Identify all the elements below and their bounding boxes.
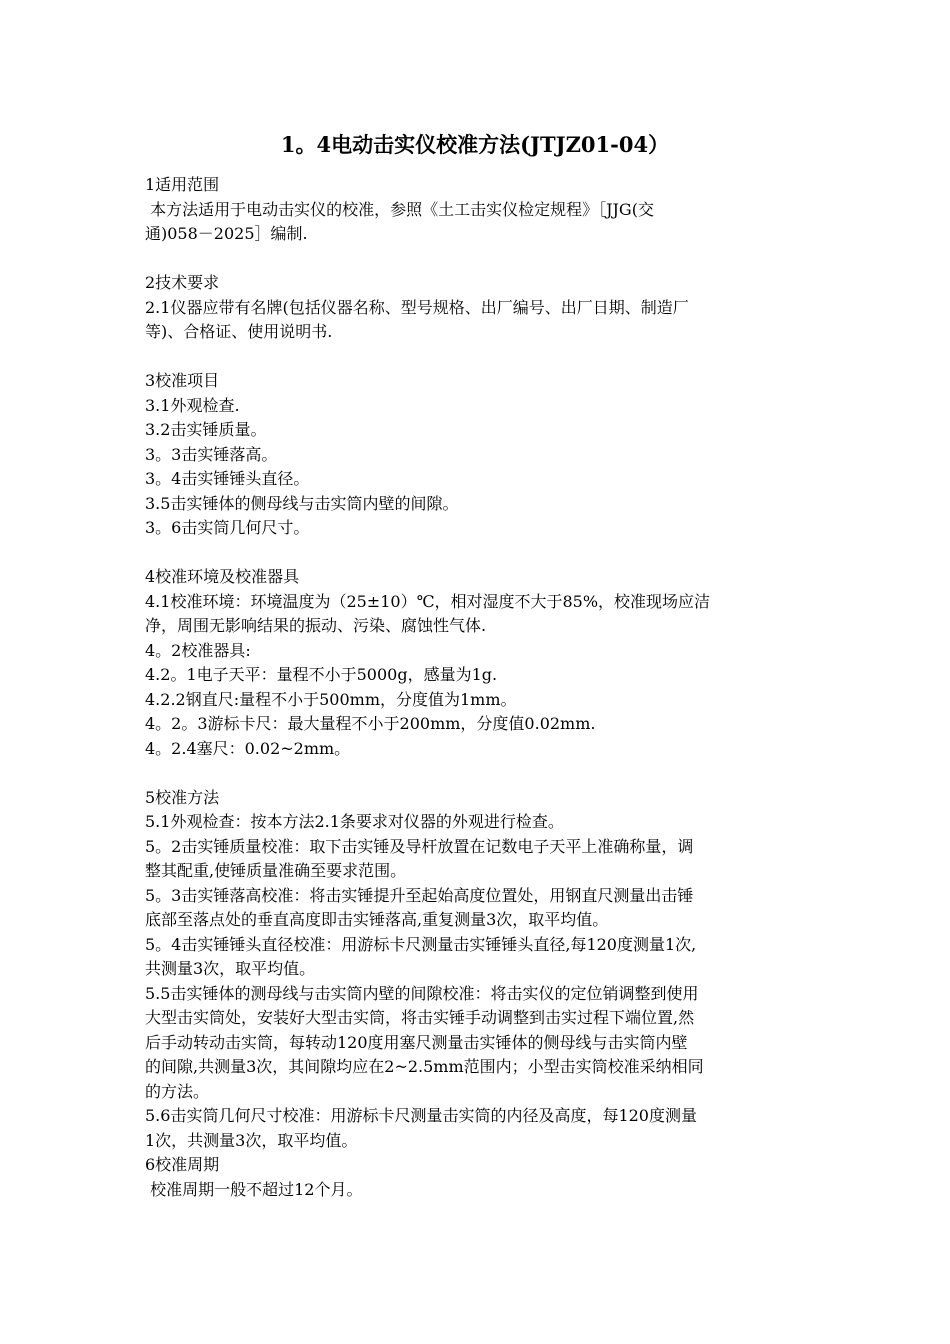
- blank-line: [145, 761, 810, 786]
- paragraph-line: 5.1外观检查：按本方法2.1条要求对仪器的外观进行检查。: [145, 812, 564, 831]
- paragraph-line: 5.6击实筒几何尺寸校准：用游标卡尺测量击实筒的内径及高度，每120度测量: [145, 1106, 697, 1125]
- section-3: [145, 369, 810, 541]
- document-body: [145, 173, 810, 1202]
- list-item: 4.2。1电子天平：量程不小于5000g，感量为1g.: [145, 665, 498, 684]
- section-heading: 5校准方法: [145, 787, 220, 807]
- paragraph-line: 的间隙,共测量3次，其间隙均应在2~2.5mm范围内；小型击实筒校准采纳相同: [145, 1057, 704, 1076]
- list-item: 3.5击实锤体的侧母线与击实筒内壁的间隙。: [145, 493, 459, 513]
- paragraph-line: 5。3击实锤落高校准：将击实锤提升至起始高度位置处，用钢直尺测量出击锤: [145, 885, 694, 905]
- section-5: [145, 786, 810, 1154]
- document-title: 1。4电动击实仪校准方法(JTJZ01-04）: [280, 132, 670, 157]
- list-item: 4。2.4塞尺：0.02~2mm。: [145, 738, 351, 758]
- paragraph-line: 1次，共测量3次，取平均值。: [145, 1130, 358, 1150]
- section-2: [145, 271, 810, 345]
- paragraph-line: 5.5击实锤体的测母线与击实筒内壁的间隙校准：将击实仪的定位销调整到使用: [145, 983, 699, 1003]
- list-item: 4.2.2钢直尺:量程不小于500mm，分度值为1mm。: [145, 689, 517, 709]
- section-heading: 2技术要求: [145, 273, 220, 292]
- paragraph-line: 共测量3次，取平均值。: [145, 959, 316, 978]
- list-item: 3。4击实锤锤头直径。: [145, 469, 310, 488]
- paragraph-line: 本方法适用于电动击实仪的校准，参照《土工击实仪检定规程》［JJG(交: [145, 199, 654, 219]
- paragraph-line: 5。4击实锤锤头直径校准：用游标卡尺测量击实锤锤头直径,每120度测量1次,: [145, 934, 697, 954]
- paragraph-line: 大型击实筒处，安装好大型击实筒，将击实锤手动调整到击实过程下端位置,然: [145, 1008, 695, 1027]
- section-heading: 1适用范围: [145, 175, 220, 194]
- blank-line: [145, 541, 810, 566]
- paragraph-line: 5。2击实锤质量校准：取下击实锤及导杆放置在记数电子天平上准确称量，调: [145, 836, 694, 856]
- section-6: [145, 1153, 810, 1202]
- list-item: 4。2校准器具:: [145, 640, 251, 660]
- section-heading: 3校准项目: [145, 371, 220, 390]
- paragraph-line: 整其配重,使锤质量准确至要求范围。: [145, 861, 407, 880]
- section-heading: 4校准环境及校准器具: [145, 567, 300, 586]
- paragraph-line: 通)058－2025］编制.: [145, 224, 308, 243]
- list-item: 3。3击实锤落高。: [145, 444, 278, 464]
- list-item: 3。6击实筒几何尺寸。: [145, 518, 310, 537]
- list-item: 3.1外观检查.: [145, 395, 240, 415]
- list-item: 3.2击实锤质量。: [145, 420, 267, 439]
- blank-line: [145, 345, 810, 370]
- paragraph-line: 底部至落点处的垂直高度即击实锤落高,重复测量3次，取平均值。: [145, 910, 609, 929]
- blank-line: [145, 247, 810, 272]
- paragraph-line: 校准周期一般不超过12个月。: [145, 1179, 363, 1199]
- list-item: 4。2。3游标卡尺：最大量程不小于200mm，分度值0.02mm.: [145, 714, 596, 733]
- section-4: [145, 565, 810, 761]
- section-1: [145, 173, 810, 247]
- paragraph-line: 2.1仪器应带有名牌(包括仪器名称、型号规格、出厂编号、出厂日期、制造厂: [145, 297, 689, 317]
- paragraph-line: 4.1校准环境：环境温度为（25±10）℃，相对湿度不大于85%，校准现场应洁: [145, 591, 711, 611]
- paragraph-line: 等)、合格证、使用说明书.: [145, 322, 333, 341]
- paragraph-line: 净，周围无影响结果的振动、污染、腐蚀性气体.: [145, 616, 487, 635]
- paragraph-line: 后手动转动击实筒，每转动120度用塞尺测量击实锤体的侧母线与击实筒内壁: [145, 1032, 688, 1052]
- section-heading: 6校准周期: [145, 1155, 220, 1174]
- paragraph-line: 的方法。: [145, 1081, 210, 1101]
